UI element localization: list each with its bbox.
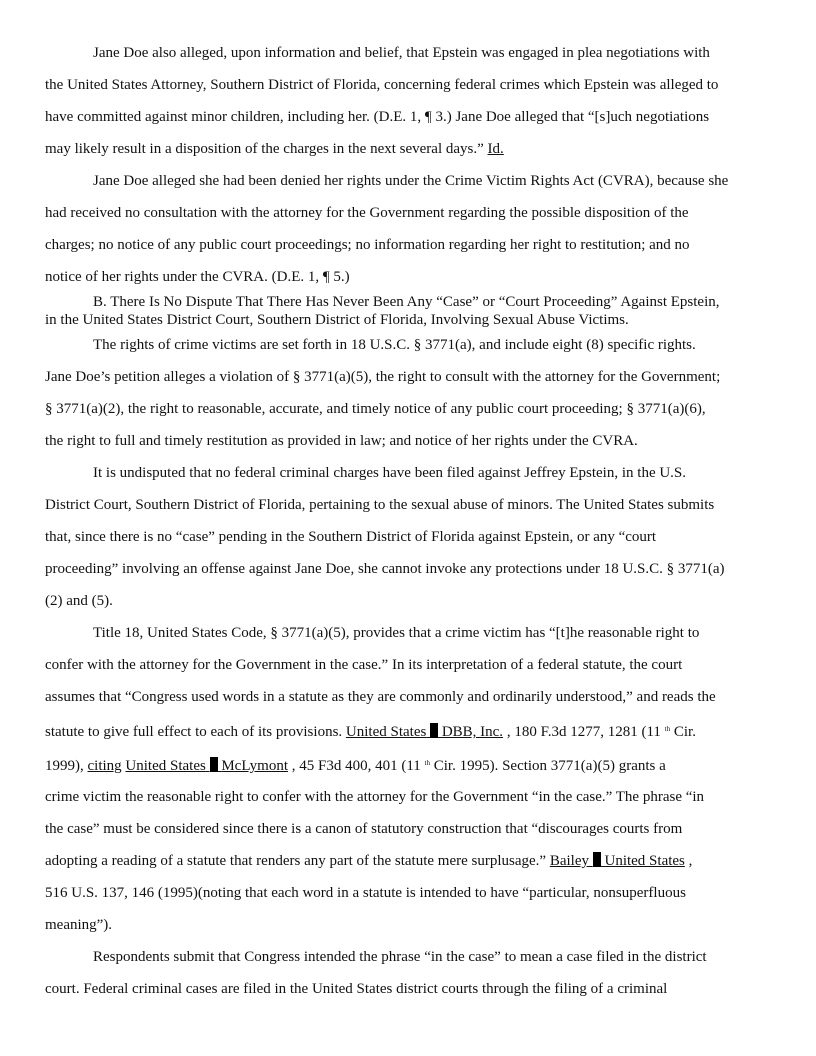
text-line: meaning”). — [45, 917, 113, 933]
text-segment: statute to give full effect to each of its provisions. — [45, 724, 346, 740]
text-line: proceeding” involving an offense against Jane Doe, she cannot invoke any protections under 18 U.S.C. § 3771(a) — [45, 561, 725, 577]
text-line: the United States Attorney, Southern District of Florida, concerning federal crimes which Epstein was alleged to — [45, 77, 719, 93]
text-line: had received no consultation with the attorney for the Government regarding the possible disposition of the — [45, 205, 689, 221]
text-line: court. Federal criminal cases are filed in the United States district courts through the filing of a criminal — [45, 981, 668, 997]
text-line: notice of her rights under the CVRA. (D.E. 1, ¶ 5.) — [45, 269, 350, 285]
text-line: confer with the attorney for the Government in the case.” In its interpretation of a federal statute, the court — [45, 657, 683, 673]
case-party: McLymont — [221, 758, 288, 774]
text-line: crime victim the reasonable right to confer with the attorney for the Government “in the case.” The phrase “in — [45, 789, 705, 805]
text-line: § 3771(a)(2), the right to reasonable, accurate, and timely notice of any public court proceeding; § 3771(a)(6), — [45, 401, 706, 417]
text-line: Jane Doe also alleged, upon information and belief, that Epstein was engaged in plea negotiations with — [93, 45, 710, 61]
text-segment: 1999), — [45, 758, 88, 774]
text-line: It is undisputed that no federal criminal charges have been filed against Jeffrey Epstein, in the U.S. — [93, 465, 687, 481]
case-party: Bailey — [549, 853, 589, 869]
case-name — [346, 724, 503, 740]
text-segment: , 180 F.3d 1277, 1281 (11 — [503, 724, 661, 740]
text-segment: , 45 F3d 400, 401 (11 — [288, 758, 421, 774]
case-name — [125, 758, 288, 774]
superscript: th — [664, 725, 671, 733]
text-line — [45, 140, 504, 158]
text-line: have committed against minor children, including her. (D.E. 1, ¶ 3.) Jane Doe alleged that “[s]uch negotiations — [45, 109, 710, 125]
redaction-mark — [210, 757, 218, 772]
text-segment: adopting a reading of a statute that renders any part of the statute mere surplusage.” — [45, 853, 550, 869]
case-name — [550, 853, 685, 869]
text-line: assumes that “Congress used words in a statute as they are commonly and ordinarily understood,” and reads the — [45, 689, 716, 705]
section-heading: in the United States District Court, Southern District of Florida, Involving Sexual Abuse Victims. — [45, 312, 629, 328]
redaction-mark — [430, 723, 438, 738]
redaction-mark — [593, 852, 601, 867]
citation-id: Id. — [487, 141, 504, 157]
text-segment: , — [684, 853, 693, 869]
text-line: the case” must be considered since there is a canon of statutory construction that “discourages courts from — [45, 821, 683, 837]
text-line: 516 U.S. 137, 146 (1995)(noting that each word in a statute is intended to have “particular, nonsuperfluous — [45, 885, 686, 901]
text-line: Jane Doe alleged she had been denied her rights under the Crime Victim Rights Act (CVRA), because she — [93, 173, 729, 189]
case-party: DBB, Inc. — [441, 724, 504, 740]
superscript: th — [424, 759, 430, 767]
text-line: that, since there is no “case” pending in the Southern District of Florida against Epstein, or any “court — [45, 529, 657, 545]
text-line: Title 18, United States Code, § 3771(a)(5), provides that a crime victim has “[t]he reasonable right to — [93, 625, 700, 641]
text-line: Jane Doe’s petition alleges a violation of § 3771(a)(5), the right to consult with the attorney for the Government; — [45, 369, 721, 385]
text-segment: Cir. — [670, 724, 696, 740]
signal-citing: citing — [87, 758, 122, 774]
text-line: (2) and (5). — [45, 593, 113, 609]
text-line: The rights of crime victims are set forth in 18 U.S.C. § 3771(a), and include eight (8) specific rights. — [93, 337, 696, 353]
text-line: charges; no notice of any public court proceedings; no information regarding her right to restitution; and no — [45, 237, 690, 253]
text-line — [45, 720, 696, 741]
section-heading: B. There Is No Dispute That There Has Never Been Any “Case” or “Court Proceeding” Against Epstein, — [93, 294, 720, 310]
case-party: United States — [604, 853, 685, 869]
text-line: the right to full and timely restitution as provided in law; and notice of her rights under the CVRA. — [45, 433, 638, 449]
text-segment: Cir. 1995). Section 3771(a)(5) grants a — [429, 758, 666, 774]
text-line — [45, 754, 666, 775]
text-line: Respondents submit that Congress intended the phrase “in the case” to mean a case filed in the district — [93, 949, 707, 965]
case-party: United States — [125, 758, 206, 774]
text-segment: may likely result in a disposition of the charges in the next several days.” — [45, 141, 484, 157]
text-line — [45, 852, 692, 870]
text-line: District Court, Southern District of Florida, pertaining to the sexual abuse of minors. The United States submits — [45, 497, 715, 513]
case-party: United States — [345, 724, 427, 740]
